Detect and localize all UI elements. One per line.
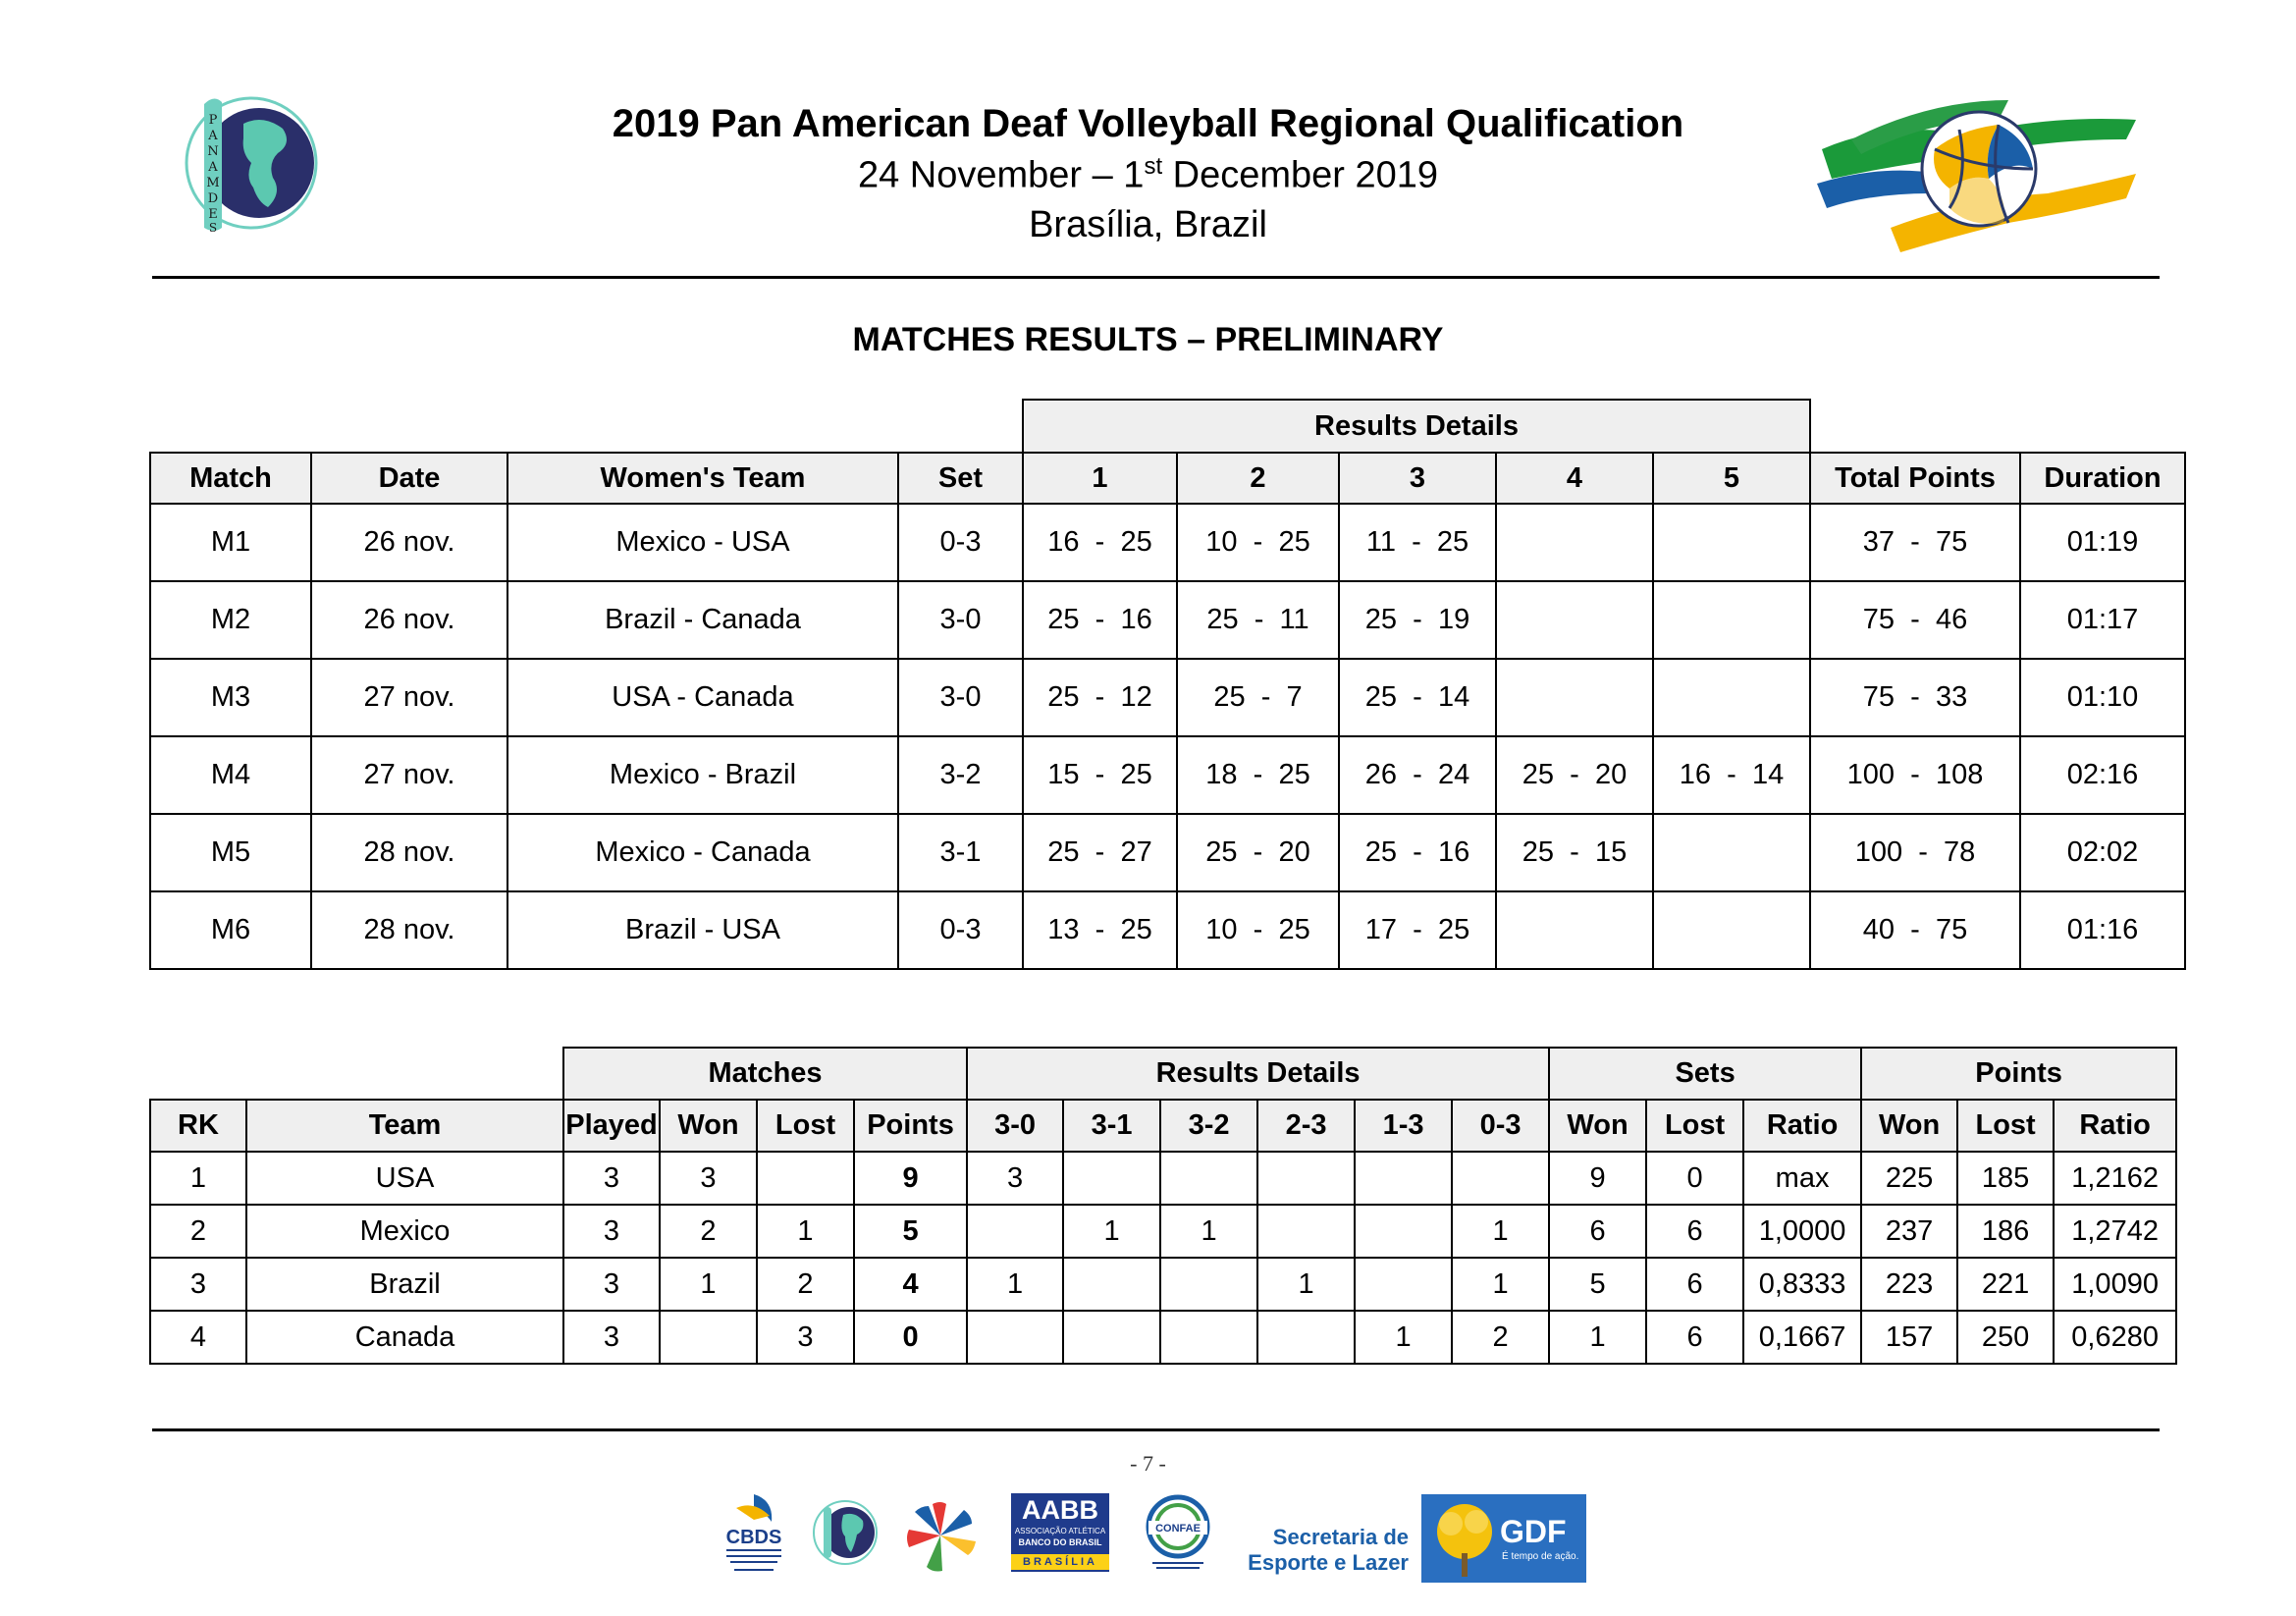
sets-won: 9 (1549, 1152, 1646, 1205)
svg-text:D: D (207, 191, 219, 206)
result-0-3: 1 (1452, 1258, 1549, 1311)
total-points: 100 - 108 (1810, 736, 2020, 814)
lost (757, 1152, 854, 1205)
col-header-won: Won (660, 1100, 757, 1152)
gdf-text: GDF (1500, 1514, 1567, 1549)
set-1-score: 15 - 25 (1023, 736, 1177, 814)
secretaria-logo (1232, 1525, 1409, 1580)
standings-table (149, 1047, 2177, 1365)
set-1-score: 25 - 27 (1023, 814, 1177, 891)
spacer (150, 1048, 563, 1100)
points-lost: 186 (1957, 1205, 2054, 1258)
total-points: 75 - 46 (1810, 581, 2020, 659)
cbds-text: CBDS (725, 1527, 782, 1548)
points-lost: 221 (1957, 1258, 2054, 1311)
result-2-3: 1 (1257, 1258, 1355, 1311)
sets-group-header: Sets (1549, 1048, 1861, 1100)
match-duration: 01:16 (2020, 891, 2185, 969)
secretaria-line-1: Secretaria de (1272, 1525, 1409, 1549)
team-name: Mexico (246, 1205, 563, 1258)
svg-text:A: A (208, 129, 218, 143)
col-header-sets-won: Won (1549, 1100, 1646, 1152)
set-4-score (1496, 891, 1653, 969)
sets-lost: 6 (1646, 1258, 1743, 1311)
col-header-set-4: 4 (1496, 453, 1653, 504)
result-0-3 (1452, 1152, 1549, 1205)
rank: 3 (150, 1258, 246, 1311)
team-name: Brazil (246, 1258, 563, 1311)
match-duration: 01:17 (2020, 581, 2185, 659)
match-set-score: 3-2 (898, 736, 1023, 814)
match-duration: 01:10 (2020, 659, 2185, 736)
section-title: MATCHES RESULTS – PRELIMINARY (852, 321, 1444, 358)
match-id: M1 (150, 504, 311, 581)
result-3-1 (1063, 1258, 1160, 1311)
aabb-city: BRASÍLIA (1011, 1554, 1109, 1570)
points: 9 (854, 1152, 967, 1205)
match-id: M4 (150, 736, 311, 814)
set-5-score (1653, 891, 1810, 969)
match-set-score: 3-1 (898, 814, 1023, 891)
set-4-score: 25 - 15 (1496, 814, 1653, 891)
col-header-team: Women's Team (507, 453, 898, 504)
played: 3 (563, 1152, 660, 1205)
result-1-3 (1355, 1258, 1452, 1311)
result-1-3 (1355, 1205, 1452, 1258)
event-dates: 24 November – 1st December 2019 (857, 153, 1439, 196)
svg-text:A: A (208, 160, 218, 175)
result-2-3 (1257, 1152, 1355, 1205)
result-0-3: 2 (1452, 1311, 1549, 1364)
points-ratio: 1,2742 (2054, 1205, 2176, 1258)
lost: 1 (757, 1205, 854, 1258)
result-3-2 (1160, 1311, 1257, 1364)
col-header-team: Team (246, 1100, 563, 1152)
played: 3 (563, 1205, 660, 1258)
result-3-0 (967, 1311, 1063, 1364)
result-1-3: 1 (1355, 1311, 1452, 1364)
confae-text: CONFAE (1155, 1523, 1201, 1535)
result-3-2: 1 (1160, 1205, 1257, 1258)
sets-lost: 6 (1646, 1311, 1743, 1364)
col-header-2-3: 2-3 (1257, 1100, 1355, 1152)
won (660, 1311, 757, 1364)
cbds-logo (715, 1490, 793, 1579)
table-row (150, 581, 2185, 659)
col-header-points: Points (854, 1100, 967, 1152)
svg-text:M: M (206, 176, 220, 190)
result-3-2 (1160, 1258, 1257, 1311)
points-lost: 250 (1957, 1311, 2054, 1364)
col-header-sets-ratio: Ratio (1743, 1100, 1861, 1152)
match-date: 28 nov. (311, 814, 507, 891)
set-5-score (1653, 659, 1810, 736)
played: 3 (563, 1311, 660, 1364)
table-row (150, 1152, 2176, 1205)
set-3-score: 17 - 25 (1339, 891, 1496, 969)
col-header-points-lost: Lost (1957, 1100, 2054, 1152)
points-won: 225 (1861, 1152, 1957, 1205)
played: 3 (563, 1258, 660, 1311)
col-header-set: Set (898, 453, 1023, 504)
match-id: M6 (150, 891, 311, 969)
col-header-3-2: 3-2 (1160, 1100, 1257, 1152)
page-number: - 7 - (1130, 1451, 1166, 1476)
match-id: M2 (150, 581, 311, 659)
match-duration: 02:02 (2020, 814, 2185, 891)
set-4-score (1496, 504, 1653, 581)
points: 4 (854, 1258, 967, 1311)
result-3-1: 1 (1063, 1205, 1160, 1258)
svg-text:N: N (207, 144, 219, 159)
set-5-score (1653, 814, 1810, 891)
points-won: 223 (1861, 1258, 1957, 1311)
lost: 2 (757, 1258, 854, 1311)
event-location: Brasília, Brazil (1029, 204, 1267, 245)
set-2-score: 10 - 25 (1177, 891, 1339, 969)
col-header-duration: Duration (2020, 453, 2185, 504)
table-row (150, 736, 2185, 814)
footer-divider (152, 1428, 2160, 1431)
table-row (150, 504, 2185, 581)
set-3-score: 11 - 25 (1339, 504, 1496, 581)
match-set-score: 0-3 (898, 891, 1023, 969)
points-ratio: 0,6280 (2054, 1311, 2176, 1364)
col-header-rank: RK (150, 1100, 246, 1152)
col-header-3-0: 3-0 (967, 1100, 1063, 1152)
points-group-header: Points (1861, 1048, 2176, 1100)
aabb-logo (1011, 1493, 1109, 1572)
spacer (150, 400, 1023, 453)
sets-won: 1 (1549, 1311, 1646, 1364)
matches-table (149, 399, 2186, 970)
col-header-date: Date (311, 453, 507, 504)
set-3-score: 25 - 14 (1339, 659, 1496, 736)
confae-logo (1145, 1493, 1211, 1574)
result-3-2 (1160, 1152, 1257, 1205)
svg-text:E: E (208, 207, 218, 222)
match-set-score: 0-3 (898, 504, 1023, 581)
match-date: 26 nov. (311, 504, 507, 581)
matches-group-header: Matches (563, 1048, 967, 1100)
panamdes-letter: P (208, 113, 218, 128)
page-title: 2019 Pan American Deaf Volleyball Regional Qualification (612, 102, 1684, 145)
won: 3 (660, 1152, 757, 1205)
match-teams: Brazil - USA (507, 891, 898, 969)
result-3-0: 3 (967, 1152, 1063, 1205)
gdf-tagline: É tempo de ação. (1502, 1551, 1579, 1562)
won: 1 (660, 1258, 757, 1311)
header-divider (152, 276, 2160, 279)
col-header-set-1: 1 (1023, 453, 1177, 504)
match-teams: Mexico - USA (507, 504, 898, 581)
table-row (150, 1258, 2176, 1311)
results-details-group-header: Results Details (1023, 400, 1810, 453)
deaflympics-logo (903, 1498, 980, 1575)
match-date: 28 nov. (311, 891, 507, 969)
col-header-points-ratio: Ratio (2054, 1100, 2176, 1152)
col-header-set-2: 2 (1177, 453, 1339, 504)
col-header-lost: Lost (757, 1100, 854, 1152)
match-teams: Mexico - Canada (507, 814, 898, 891)
set-3-score: 25 - 19 (1339, 581, 1496, 659)
col-header-total-points: Total Points (1810, 453, 2020, 504)
set-2-score: 25 - 7 (1177, 659, 1339, 736)
col-header-set-3: 3 (1339, 453, 1496, 504)
sets-ratio: 0,1667 (1743, 1311, 1861, 1364)
aabb-title: AABB (1022, 1495, 1098, 1525)
set-5-score (1653, 581, 1810, 659)
set-5-score (1653, 504, 1810, 581)
sets-ratio: 1,0000 (1743, 1205, 1861, 1258)
set-4-score (1496, 581, 1653, 659)
match-id: M5 (150, 814, 311, 891)
team-name: USA (246, 1152, 563, 1205)
rank: 4 (150, 1311, 246, 1364)
table-row (150, 1311, 2176, 1364)
sets-ratio: 0,8333 (1743, 1258, 1861, 1311)
set-4-score (1496, 659, 1653, 736)
points-ratio: 1,2162 (2054, 1152, 2176, 1205)
set-3-score: 25 - 16 (1339, 814, 1496, 891)
sets-ratio: max (1743, 1152, 1861, 1205)
sets-lost: 6 (1646, 1205, 1743, 1258)
table-row (150, 659, 2185, 736)
set-4-score: 25 - 20 (1496, 736, 1653, 814)
match-id: M3 (150, 659, 311, 736)
table-row (150, 814, 2185, 891)
sets-lost: 0 (1646, 1152, 1743, 1205)
team-name: Canada (246, 1311, 563, 1364)
match-set-score: 3-0 (898, 581, 1023, 659)
match-set-score: 3-0 (898, 659, 1023, 736)
match-date: 27 nov. (311, 736, 507, 814)
points: 5 (854, 1205, 967, 1258)
aabb-subtitle: ASSOCIAÇÃO ATLÉTICA (1014, 1527, 1106, 1535)
match-duration: 01:19 (2020, 504, 2185, 581)
results-details-group-header: Results Details (967, 1048, 1549, 1100)
total-points: 37 - 75 (1810, 504, 2020, 581)
col-header-points-won: Won (1861, 1100, 1957, 1152)
result-0-3: 1 (1452, 1205, 1549, 1258)
points-won: 237 (1861, 1205, 1957, 1258)
total-points: 100 - 78 (1810, 814, 2020, 891)
set-2-score: 25 - 20 (1177, 814, 1339, 891)
won: 2 (660, 1205, 757, 1258)
match-teams: Mexico - Brazil (507, 736, 898, 814)
col-header-sets-lost: Lost (1646, 1100, 1743, 1152)
table-row (150, 1205, 2176, 1258)
panamdes-small-logo (810, 1497, 881, 1568)
aabb-subtitle-2: BANCO DO BRASIL (1018, 1537, 1102, 1547)
result-3-1 (1063, 1152, 1160, 1205)
set-1-score: 16 - 25 (1023, 504, 1177, 581)
set-2-score: 18 - 25 (1177, 736, 1339, 814)
gdf-logo (1421, 1494, 1586, 1583)
result-2-3 (1257, 1205, 1355, 1258)
col-header-played: Played (563, 1100, 660, 1152)
date-ordinal-suffix: st (1144, 153, 1163, 180)
col-header-3-1: 3-1 (1063, 1100, 1160, 1152)
result-3-0: 1 (967, 1258, 1063, 1311)
set-5-score: 16 - 14 (1653, 736, 1810, 814)
points-ratio: 1,0090 (2054, 1258, 2176, 1311)
match-teams: Brazil - Canada (507, 581, 898, 659)
total-points: 40 - 75 (1810, 891, 2020, 969)
set-2-score: 25 - 11 (1177, 581, 1339, 659)
sets-won: 6 (1549, 1205, 1646, 1258)
col-header-set-5: 5 (1653, 453, 1810, 504)
sets-won: 5 (1549, 1258, 1646, 1311)
lost: 3 (757, 1311, 854, 1364)
match-duration: 02:16 (2020, 736, 2185, 814)
set-1-score: 25 - 16 (1023, 581, 1177, 659)
total-points: 75 - 33 (1810, 659, 2020, 736)
match-date: 26 nov. (311, 581, 507, 659)
result-2-3 (1257, 1311, 1355, 1364)
points-lost: 185 (1957, 1152, 2054, 1205)
set-1-score: 13 - 25 (1023, 891, 1177, 969)
set-2-score: 10 - 25 (1177, 504, 1339, 581)
result-1-3 (1355, 1152, 1452, 1205)
col-header-1-3: 1-3 (1355, 1100, 1452, 1152)
secretaria-line-2: Esporte e Lazer (1248, 1550, 1409, 1575)
spacer (1810, 400, 2185, 453)
table-row (150, 891, 2185, 969)
col-header-0-3: 0-3 (1452, 1100, 1549, 1152)
set-3-score: 26 - 24 (1339, 736, 1496, 814)
rank: 1 (150, 1152, 246, 1205)
col-header-match: Match (150, 453, 311, 504)
points: 0 (854, 1311, 967, 1364)
result-3-0 (967, 1205, 1063, 1258)
set-1-score: 25 - 12 (1023, 659, 1177, 736)
points-won: 157 (1861, 1311, 1957, 1364)
rank: 2 (150, 1205, 246, 1258)
match-teams: USA - Canada (507, 659, 898, 736)
match-date: 27 nov. (311, 659, 507, 736)
result-3-1 (1063, 1311, 1160, 1364)
svg-text:S: S (208, 221, 218, 235)
